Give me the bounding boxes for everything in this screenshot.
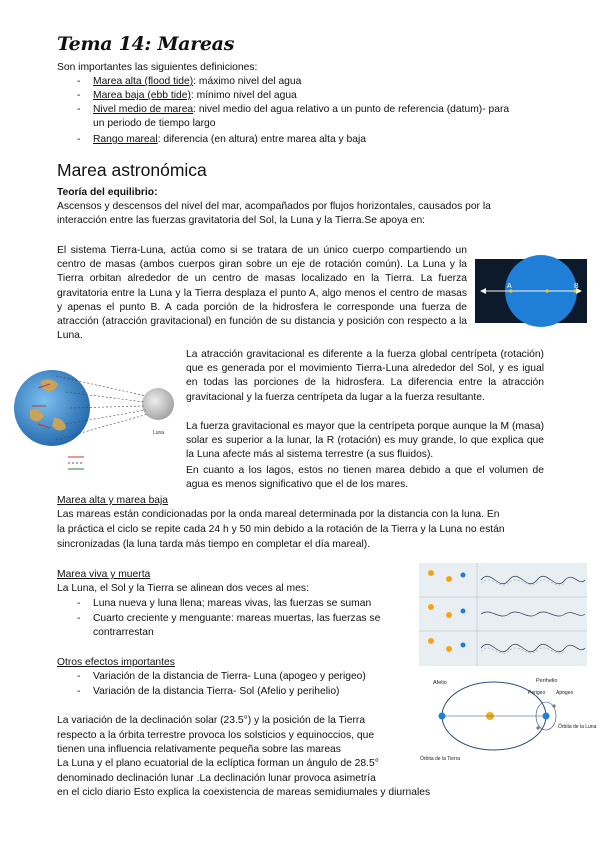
definition-term: Nivel medio de marea xyxy=(93,104,194,115)
viva-muerta-line: La Luna, el Sol y la Tierra se alinean dos veces al mes: xyxy=(57,583,309,594)
final-line: La Luna y el plano ecuatorial de la eclíptica forman un ángulo de 28.5° xyxy=(57,758,379,769)
definition-term: Marea baja (ebb tide) xyxy=(93,90,191,101)
gravitational-paragraph: La fuerza gravitacional es mayor que la centrípeta porque aunque la M (masa) solar es superior a la lunar, la R (rotación) es muy grande, lo que explica que la Luna afecte más al sistema terrestre (a sus fluidos). xyxy=(186,421,544,461)
section-heading: Marea astronómica xyxy=(57,160,207,180)
orbita-luna-label: Órbita de la Luna xyxy=(558,724,597,730)
earth-center-of-mass-figure xyxy=(475,259,587,323)
equilibrium-line: interacción entre las fuerzas gravitatoria del Sol, la Luna y la Tierra.Se apoya en: xyxy=(57,215,426,226)
alta-baja-line: sincronizadas (la luna tarda más tiempo en completar el día mareal). xyxy=(57,539,371,550)
page-title: Tema 14: Mareas xyxy=(57,33,235,55)
list-item-text: Variación de la distancia de Tierra- Luna (apogeo y perigeo) xyxy=(93,671,366,682)
definition-text: : mínimo nivel del agua xyxy=(190,90,297,101)
attraction-paragraph: La atracción gravitacional es diferente a la fuerza global centrípeta (rotación) que es generada por el movimiento Tierra-Luna alrededor del Sol, y es igual en todas las porciones de la hidrosfera. La diferencia entre la atracción gravitacional y la fuerza centrípeta da lugar a la fuerza resultante. xyxy=(186,349,544,403)
definition-term: Rango mareal xyxy=(93,134,158,145)
definition-text: : nivel medio del agua relativo a un punto de referencia (datum)- para xyxy=(193,104,510,115)
apogeo-label: Apogeo xyxy=(556,690,574,696)
final-line: denominado declinación lunar .La declinación lunar provoca asimetría xyxy=(57,773,376,784)
orbit-diagram-figure xyxy=(418,672,597,768)
perigeo-label: Perigeo xyxy=(528,690,546,696)
orbita-tierra-label: Órbita de la Tierra xyxy=(420,756,461,762)
earth-moon-paragraph: El sistema Tierra-Luna, actúa como si se tratara de un único cuerpo compartiendo un centro de masas (ambos cuerpos giran sobre un eje de rotación común). La Luna y la Tierra orbitan alrededor de un centro de masas localizado en la Tierra. La fuerza gravitatoria entre la Luna y la Tierra desplaza el punto A, algo menos el centro de masas y apenas el punto B. A cada porción de la hidrosfera le corresponde una fuerza de atracción (atracción gravitacional) en función de su distancia y posición con respecto a la Luna. xyxy=(57,245,467,342)
moon-label: Luna xyxy=(153,430,165,436)
perihelio-label: Perihelio xyxy=(536,678,558,684)
intro-text: Son importantes las siguientes definiciones: xyxy=(57,62,258,73)
equilibrium-line: Ascensos y descensos del nivel del mar, acompañados por flujos horizontales, causados por la xyxy=(57,201,491,212)
subheading-alta-baja: Marea alta y marea baja xyxy=(57,495,169,506)
final-line: La variación de la declinación solar (23.5°) y la posición de la Tierra xyxy=(57,715,366,726)
tide-graphs-figure xyxy=(419,563,587,666)
list-item-text: Luna nueva y luna llena; mareas vivas, las fuerzas se suman xyxy=(93,598,372,609)
final-line: respecto a la órbita terrestre provoca los solsticios y equinoccios, que xyxy=(57,730,375,741)
point-a-label: A xyxy=(507,283,512,290)
definition-term: Marea alta (flood tide) xyxy=(93,76,194,87)
final-line: tienen una influencia relativamente pequeña sobre las mareas xyxy=(57,744,341,755)
definition-text: un periodo de tiempo largo xyxy=(93,118,216,129)
lakes-paragraph: En cuanto a los lagos, estos no tienen marea debido a que el volumen de agua es menos significativo que el de los mares. xyxy=(186,465,544,491)
final-line: en el ciclo diario Esto explica la coexistencia de mareas semidiurnales y diurnales xyxy=(57,787,431,798)
list-item-text: Variación de la distancia Tierra- Sol (Afelio y perihelio) xyxy=(93,686,340,697)
equilibrium-heading: Teoría del equilibrio: xyxy=(57,187,158,198)
document-page: Tema 14: Mareas Son importantes las siguientes definiciones: - Marea alta (flood tide): máximo nivel del agua - Marea baja (ebb tide): mínimo nivel del agua - Nivel medio de marea: nivel medio del agua relativo a un punto de referencia (datum)- para un periodo de tiempo largo - Rango mareal: diferencia (en altura) entre marea alta y baja Marea astronómica Teoría del equilibrio: Ascensos y descensos del nivel del mar, acompañados por flujos horizontales, causados por la interacción entre las fuerzas gravitatoria del Sol, la Luna y la Tierra.Se apoya en: El sistema Tierra-Luna, actúa como si se tratara de un único cuerpo compartiendo un centro de masas (ambos cuerpos giran sobre un eje de rotación común). La Luna y la Tierra orbitan alrededor de un centro de masas localizado en la Tierra. La fuerza gravitatoria entre la Luna y la Tierra desplaza el punto A, algo menos el centro de masas y apenas el punto B. A cada porción de la hidrosfera le corresponde una fuerza de atracción (atracción gravitacional) en función de su distancia y posición con respecto a la Luna. La atracción gravitacional es diferente a la fuerza global centrípeta (rotación) que es generada por el movimiento Tierra-Luna alrededor del Sol, y es igual en todas las porciones de la hidrosfera. La diferencia entre la atracción gravitacional y la fuerza centrípeta da lugar a la fuerza resultante. La fuerza gravitacional es mayor que la centrípeta porque aunque la M (masa) solar es superior a la lunar, la R (rotación) es muy grande, lo que explica que la Luna afecte más al sistema terrestre (a sus fluidos). En cuanto a los lagos, estos no tienen marea debido a que el volumen de agua es menos significativo que el de los mares. Marea alta y marea baja Las mareas están condicionadas por la onda mareal determinada por la distancia con la luna. En la práctica el ciclo se repite cada 24 h y 50 min debido a la rotación de la Tierra y la Luna no están sincronizadas (la luna tarda más tiempo en completar el día mareal). Marea viva y muerta La Luna, el Sol y la Tierra se alinean dos veces al mes: - Luna nueva y luna llena; mareas vivas, las fuerzas se suman - Cuarto creciente y menguante: mareas muertas, las fuerzas se contrarrestan Otros efectos importantes - Variación de la distancia de Tierra- Luna (apogeo y perigeo) - Variación de la distancia Tierra- Sol (Afelio y perihelio) La variación de la declinación solar (23.5°) y la posición de la Tierra respecto a la órbita terrestre provoca los solsticios y equinoccios, que tienen una influencia relativamente pequeña sobre las mareas La Luna y el plano ecuatorial de la eclíptica forman un ángulo de 28.5° denominado declinación lunar .La declinación lunar provoca asimetría en el ciclo diario Esto explica la coexistencia de mareas semidiurnales y diurnales A B Luna Afelio Perihelio Perigeo Apogeo Órbita de la Luna Órbita de la Tierra xyxy=(0,0,600,848)
alta-baja-line: Las mareas están condicionadas por la onda mareal determinada por la distancia con la luna. En xyxy=(57,509,500,520)
alta-baja-line: la práctica el ciclo se repite cada 24 h y 50 min debido a la rotación de la Tierra y la Luna no están xyxy=(57,524,505,535)
point-b-label: B xyxy=(574,283,579,290)
subheading-otros: Otros efectos importantes xyxy=(57,657,175,668)
subheading-viva-muerta: Marea viva y muerta xyxy=(57,569,151,580)
afelio-label: Afelio xyxy=(433,680,447,686)
list-item-text: Cuarto creciente y menguante: mareas muertas, las fuerzas se xyxy=(93,613,381,624)
earth-moon-attraction-figure xyxy=(10,362,182,474)
definition-text: : máximo nivel del agua xyxy=(193,76,302,87)
definition-text: : diferencia (en altura) entre marea alta y baja xyxy=(157,134,367,145)
list-item-text: contrarrestan xyxy=(93,627,154,638)
